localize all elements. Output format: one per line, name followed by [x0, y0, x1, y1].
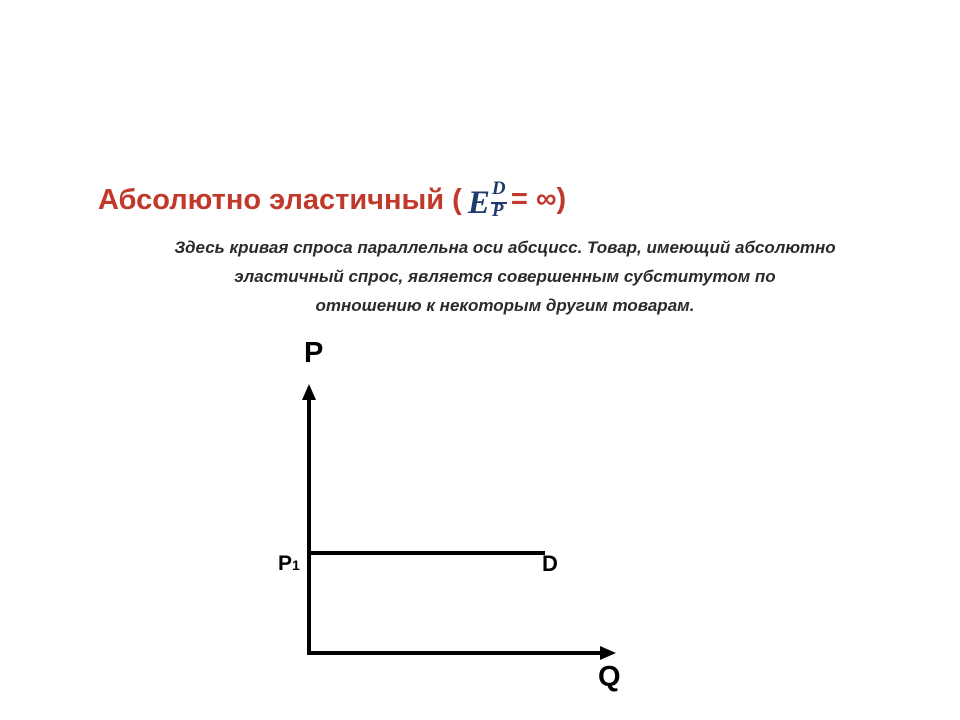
description-line-1: Здесь кривая спроса параллельна оси абсцисс. Товар, имеющий абсолютно	[174, 238, 836, 257]
formula-superscript: D	[491, 178, 506, 199]
description-line-3: отношению к некоторым другим товарам.	[315, 296, 695, 315]
price-label-subscript: 1	[292, 557, 300, 573]
x-axis-label: Q	[598, 661, 621, 693]
formula-base: E	[467, 185, 490, 221]
description-line-2: эластичный спрос, является совершенным субститутом по	[234, 267, 776, 286]
demand-curve-label: D	[542, 551, 558, 576]
x-axis-arrow	[600, 646, 616, 660]
price-label-main: P	[278, 552, 293, 575]
title-text: Абсолютно эластичный (	[98, 184, 462, 216]
y-axis-label: P	[304, 337, 324, 369]
formula-value: = ∞)	[510, 183, 567, 215]
price-label	[278, 552, 300, 575]
formula-subscript: P	[491, 200, 504, 221]
y-axis-arrow	[302, 384, 316, 400]
